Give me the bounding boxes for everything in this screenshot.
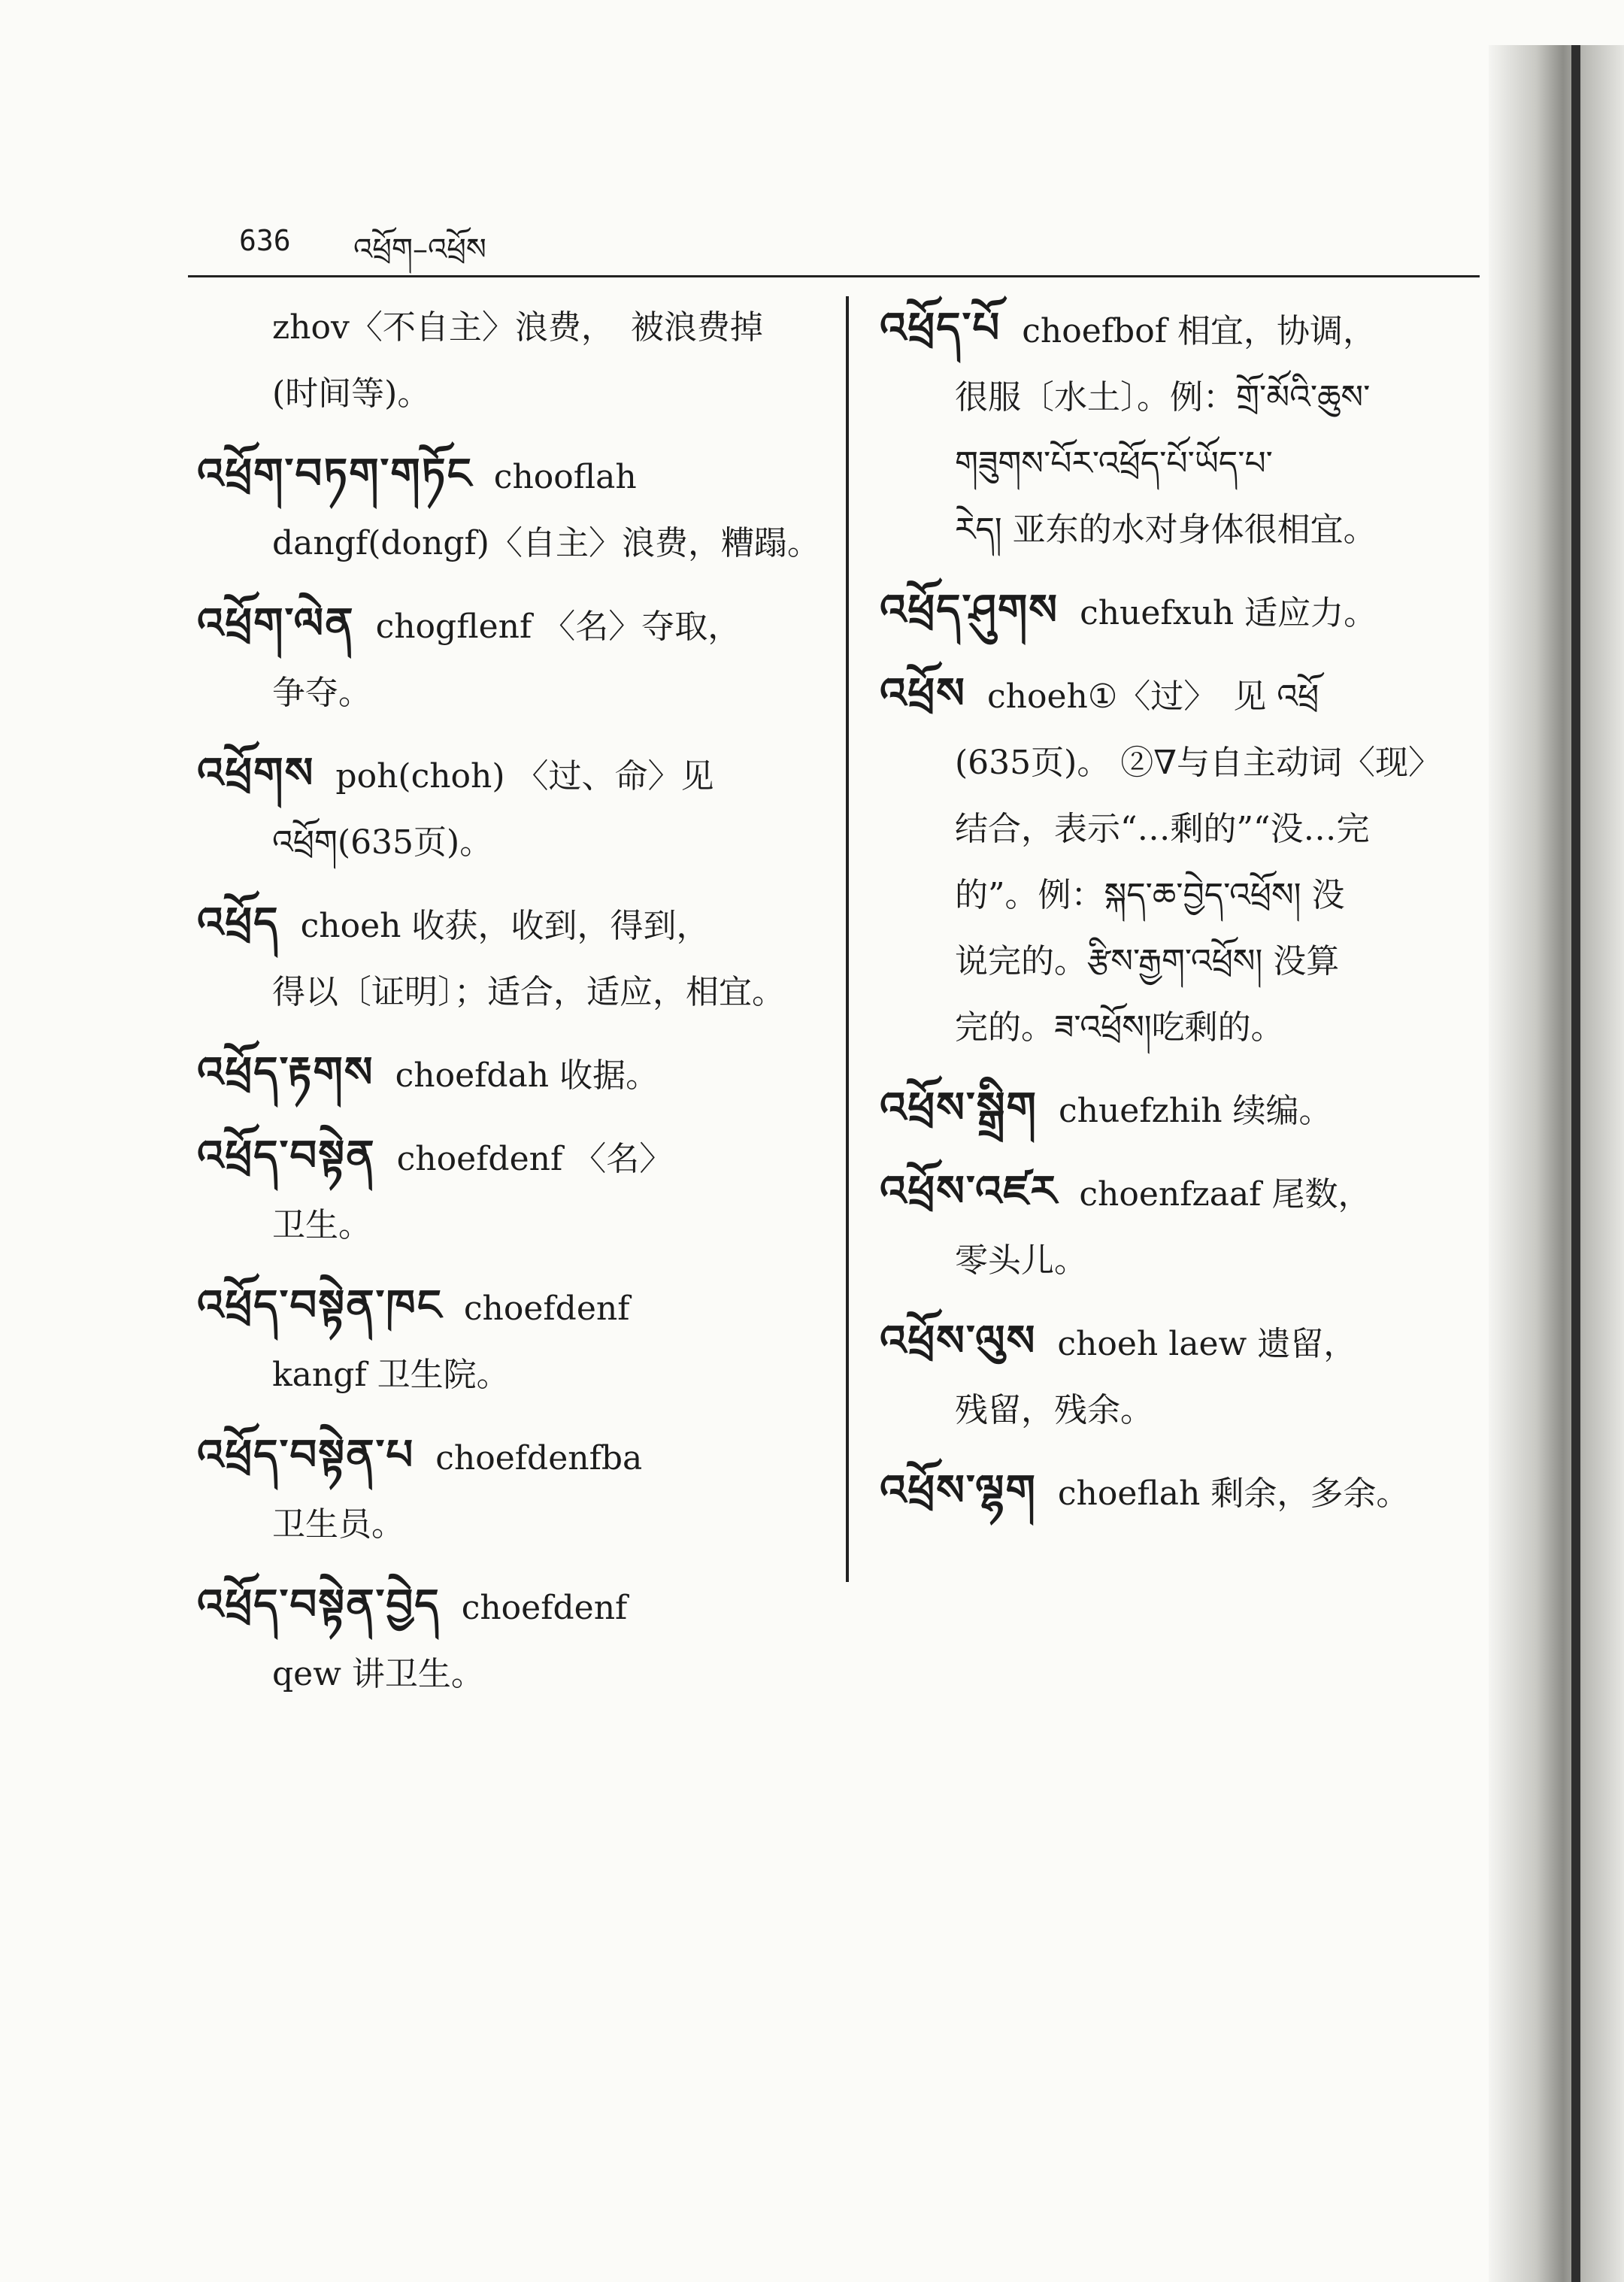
dictionary-entry xyxy=(880,1308,1489,1444)
dictionary-entry xyxy=(197,590,821,726)
headword: འཕྲོད་པོ xyxy=(880,303,1001,353)
headword: འཕྲོགས xyxy=(197,748,315,798)
page-number: 636 xyxy=(239,224,291,257)
entry-continuation: qew 讲卫生。 xyxy=(272,1655,484,1693)
dictionary-entry xyxy=(880,577,1489,647)
right-column xyxy=(880,295,1489,1541)
entry-definition: choeflah 剩余，多余。 xyxy=(1057,1474,1410,1513)
entry-definition: chuefxuh 适应力。 xyxy=(1080,594,1377,632)
headword: འཕྲོད་ཤུགས xyxy=(880,585,1059,635)
dictionary-entry xyxy=(197,740,821,876)
dictionary-entry xyxy=(197,1422,821,1558)
entry-definition: choefdenf 〈名〉 xyxy=(396,1140,673,1178)
entry-definition: choeh 收获，收到，得到， xyxy=(300,907,710,945)
headword: འཕྲོས་ལྷག xyxy=(880,1465,1037,1515)
headword: འཕྲོད་བསྟེན་པ xyxy=(197,1430,415,1480)
running-head: འཕྲོག–འཕྲོས xyxy=(353,232,486,267)
headword: འཕྲོད་བསྟེན་བྱེད xyxy=(197,1580,441,1629)
entry-definition: choefdenfba xyxy=(435,1439,643,1477)
header-rule xyxy=(188,275,1480,277)
entry-continuation: 说完的。རྩིས་རྒྱག་འཕྲོས། 没算 xyxy=(955,942,1340,980)
headword: འཕྲོད་བསྟེན་ཁང xyxy=(197,1280,443,1330)
entry-continuation: (635页)。 ②∇与自主动词〈现〉 xyxy=(955,744,1442,782)
entry-continuation: 完的。ཟ་འཕྲོས།吃剩的。 xyxy=(955,1008,1284,1047)
entry-definition: zhov〈不自主〉浪费， 被浪费掉 xyxy=(272,308,763,347)
entry-definition: chooflah xyxy=(493,458,637,496)
headword: འཕྲོས་འཛར xyxy=(880,1166,1059,1216)
entry-continuation: རེད། 亚东的水对身体很相宜。 xyxy=(955,511,1377,549)
dictionary-entry xyxy=(197,295,821,427)
headword: འཕྲོག་བཏག་གཏོང xyxy=(197,449,473,499)
entry-definition: chuefzhih 续编。 xyxy=(1058,1092,1332,1130)
headword: འཕྲོད xyxy=(197,898,280,947)
entry-continuation: 结合，表示“…剩的”“没…完 xyxy=(955,810,1370,848)
entry-definition: chogflenf 〈名〉夺取， xyxy=(375,608,741,646)
entry-definition: choefdenf xyxy=(463,1289,630,1328)
entry-continuation: 零头儿。 xyxy=(955,1241,1087,1280)
entry-definition: poh(choh) 〈过、命〉见 xyxy=(335,757,714,796)
dictionary-entry xyxy=(197,1123,821,1259)
book-binding-shadow xyxy=(1489,45,1624,2282)
entry-continuation: འཕྲོག(635页)。 xyxy=(272,823,493,862)
headword: འཕྲོད་རྟགས xyxy=(197,1047,374,1097)
entry-continuation: dangf(dongf)〈自主〉浪费，糟蹋。 xyxy=(272,524,820,562)
dictionary-entry xyxy=(880,1074,1489,1144)
entry-continuation: 残留，残余。 xyxy=(955,1391,1153,1429)
dictionary-entry xyxy=(880,1457,1489,1527)
dictionary-entry xyxy=(197,889,821,1026)
entry-definition: choeh laew 遗留， xyxy=(1057,1325,1357,1363)
dictionary-entry xyxy=(197,1039,821,1109)
entry-continuation: kangf 卫生院。 xyxy=(272,1356,510,1394)
entry-continuation: 的”。例：སྐད་ཆ་བྱེད་འཕྲོས། 没 xyxy=(955,876,1345,914)
headword: འཕྲོས་ལུས xyxy=(880,1316,1037,1365)
entry-continuation: གཟུགས་པོར་འཕྲོད་པོ་ཡོད་པ་ xyxy=(955,444,1273,483)
dictionary-entry xyxy=(197,1571,821,1708)
headword: འཕྲོག་ལེན xyxy=(197,599,355,648)
entry-definition: choefdenf xyxy=(461,1589,628,1627)
entry-definition: choefbof 相宜，协调， xyxy=(1022,312,1376,350)
headword: འཕྲོས་སྒྲིག xyxy=(880,1083,1038,1132)
dictionary-entry xyxy=(197,441,821,577)
entry-definition: choenfzaaf 尾数， xyxy=(1079,1175,1371,1214)
entry-definition: choefdah 收据。 xyxy=(395,1056,659,1095)
dictionary-entry xyxy=(880,660,1489,1061)
dictionary-entry xyxy=(880,1158,1489,1294)
dictionary-entry xyxy=(197,1272,821,1408)
headword: འཕྲོད་བསྟེན xyxy=(197,1131,376,1180)
dictionary-entry xyxy=(880,295,1489,563)
book-spine-edge xyxy=(1571,45,1580,2282)
entry-continuation: 得以〔证明〕；适合，适应，相宜。 xyxy=(272,973,785,1011)
entry-continuation: 争夺。 xyxy=(272,674,371,712)
entry-continuation: (时间等)。 xyxy=(272,374,431,413)
column-divider xyxy=(846,296,849,1582)
entry-definition: choeh①〈过〉 见 འཕྲོ xyxy=(986,677,1320,716)
entry-continuation: 卫生。 xyxy=(272,1206,371,1244)
left-column xyxy=(197,295,821,1721)
entry-continuation: 很服〔水土〕。例：གྲོ་མོའི་ཆུས་ xyxy=(955,378,1371,417)
headword: འཕྲོས xyxy=(880,668,966,718)
entry-continuation: 卫生员。 xyxy=(272,1505,404,1544)
